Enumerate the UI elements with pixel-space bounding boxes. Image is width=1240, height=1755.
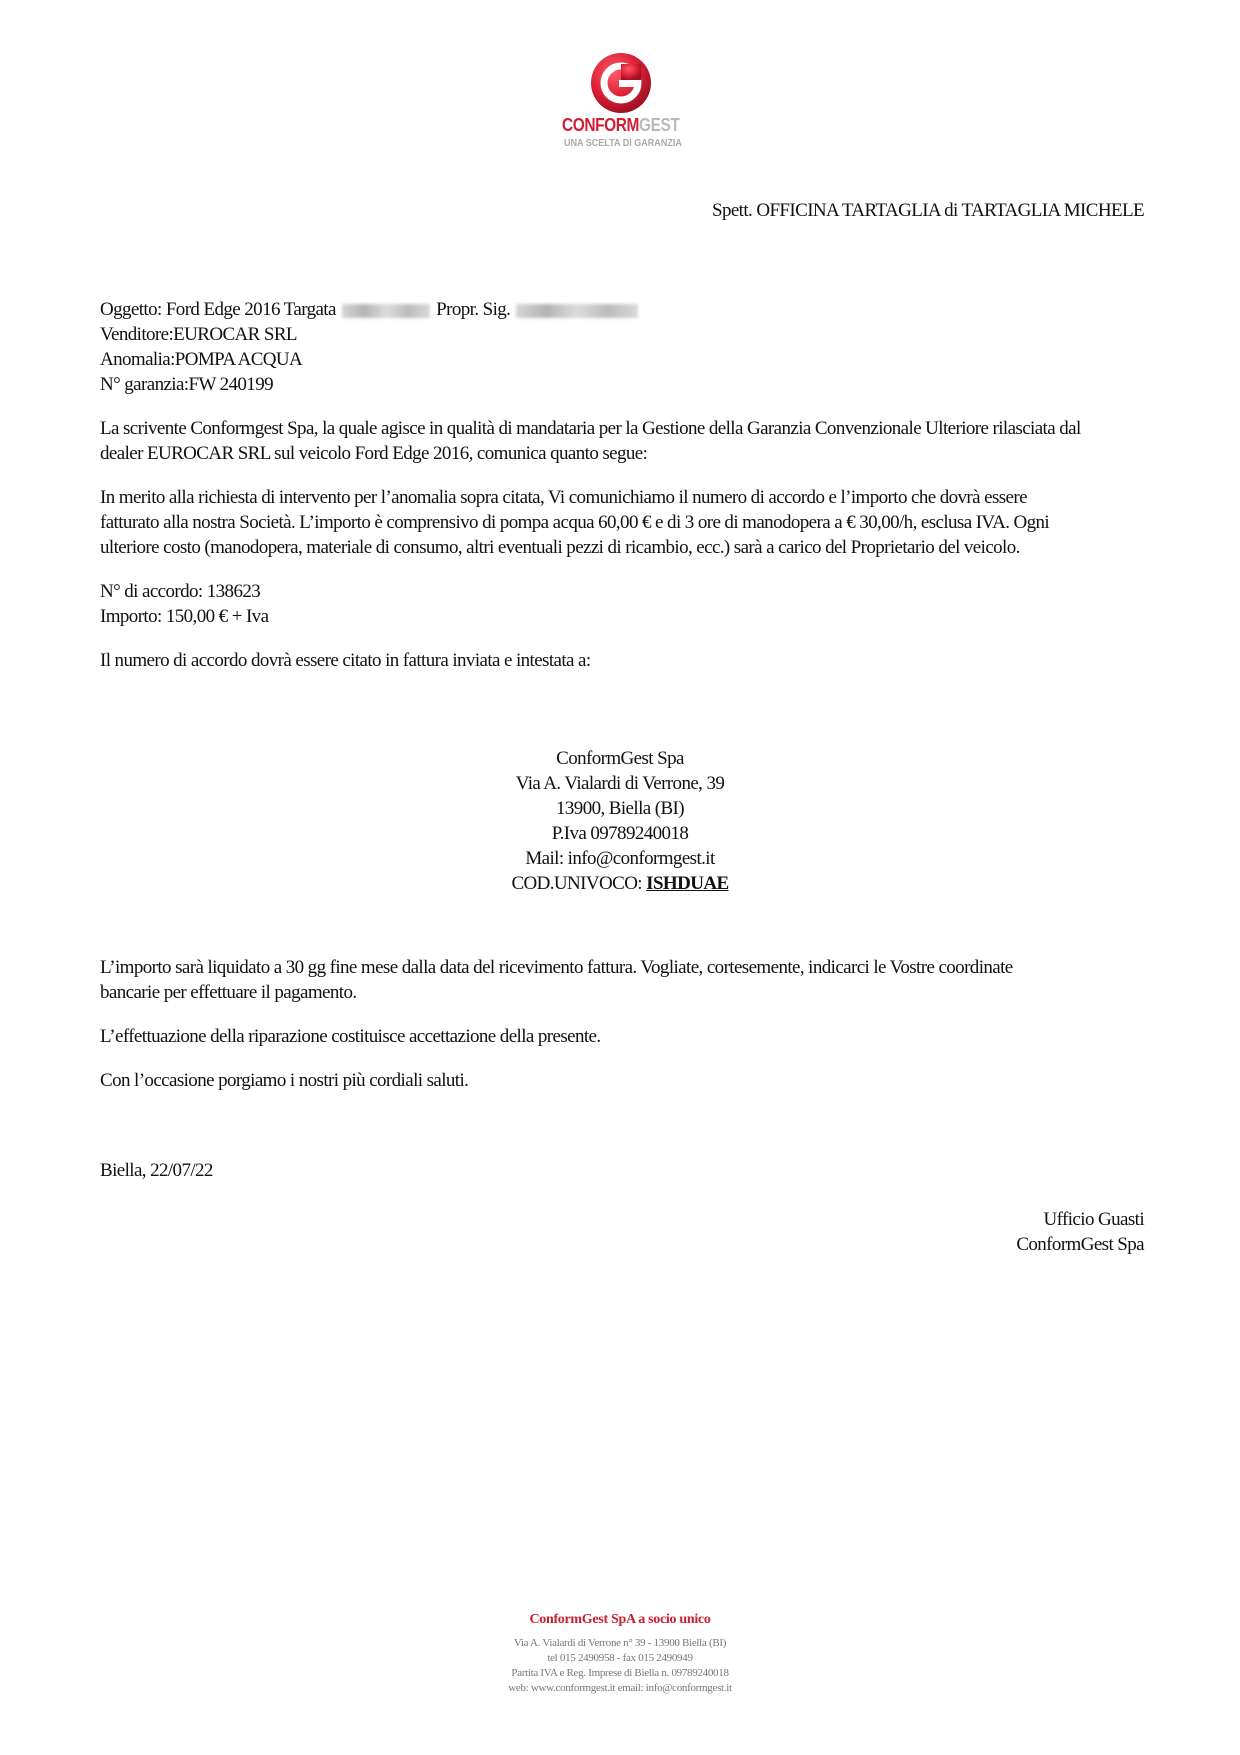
merit-line: In merito alla richiesta di intervento per l’anomalia sopra citata, Vi comunichiamo il numero di accordo e l’importo che dovrà essere [100, 487, 1027, 508]
subject-seller: Venditore:EUROCAR SRL [100, 324, 297, 345]
recipient: Spett. OFFICINA TARTAGLIA di TARTAGLIA MICHELE [711, 200, 1144, 221]
merit-paragraph [100, 485, 1146, 560]
merit-line: ulteriore costo (manodopera, materiale di consumo, altri eventuali pezzi di ricambio, ecc.) sarà a carico del Proprietario del veicolo. [100, 537, 1020, 558]
billing-address [420, 746, 820, 896]
footer-title: ConformGest SpA a socio unico [529, 1612, 711, 1627]
subject-warranty: N° garanzia:FW 240199 [100, 374, 273, 395]
address-vat: P.Iva 09789240018 [551, 823, 689, 844]
invoice-note-text: Il numero di accordo dovrà essere citato in fattura inviata e intestata a: [100, 650, 591, 671]
logo-wordmark [562, 115, 680, 135]
signature-office: Ufficio Guasti [1043, 1209, 1144, 1230]
footer-vat: Partita IVA e Reg. Imprese di Biella n. 09789240018 [511, 1667, 729, 1679]
subject-object: Oggetto: Ford Edge 2016 Targata [100, 299, 336, 320]
intro-line: La scrivente Conformgest Spa, la quale agisce in qualità di mandataria per la Gestione della Garanzia Convenzionale Ulteriore rilasciata dal [100, 418, 1081, 439]
conformgest-logo-icon [590, 52, 652, 114]
page-footer [420, 1612, 820, 1696]
footer-web: web: www.conformgest.it email: info@conformgest.it [508, 1682, 732, 1694]
footer-phone: tel 015 2490958 - fax 015 2490949 [547, 1652, 693, 1664]
address-street: Via A. Vialardi di Verrone, 39 [515, 773, 725, 794]
logo-tagline: UNA SCELTA DI GARANZIA [564, 137, 682, 149]
address-mail: Mail: info@conformgest.it [525, 848, 715, 869]
footer-address: Via A. Vialardi di Verrone n° 39 - 13900 Biella (BI) [513, 1637, 727, 1649]
signature-block [1016, 1207, 1144, 1257]
agreement-number: N° di accordo: 138623 [100, 581, 261, 602]
payment-paragraph [100, 955, 1146, 1005]
logo-name-gest: GEST [638, 115, 680, 135]
greetings-paragraph [100, 1068, 1146, 1093]
intro-line: dealer EUROCAR SRL sul veicolo Ford Edge 2016, comunica quanto segue: [100, 443, 648, 464]
invoice-note [100, 648, 1146, 673]
address-city: 13900, Biella (BI) [556, 798, 684, 819]
acceptance-text: L’effettuazione della riparazione costituisce accettazione della presente. [100, 1026, 601, 1047]
address-code [420, 871, 820, 896]
subject-anomaly: Anomalia:POMPA ACQUA [100, 349, 303, 370]
subject-block [100, 297, 1146, 397]
subject-line [100, 297, 1146, 322]
payment-line: L’importo sarà liquidato a 30 gg fine mese dalla data del ricevimento fattura. Vogliate, cortesemente, indicarci le Vostre coordinate [100, 957, 1013, 978]
letter-date: Biella, 22/07/22 [100, 1160, 213, 1181]
address-company: ConformGest Spa [556, 748, 684, 769]
subject-owner-label: Propr. Sig. [436, 299, 511, 320]
company-logo [562, 52, 682, 162]
intro-paragraph [100, 416, 1146, 466]
acceptance-paragraph [100, 1024, 1146, 1049]
merit-line: fatturato alla nostra Società. L’importo è comprensivo di pompa acqua 60,00 € e di 3 ore di manodopera a € 30,00/h, esclusa IVA. Ogni [100, 512, 1050, 533]
signature-company: ConformGest Spa [1016, 1234, 1144, 1255]
greetings-text: Con l’occasione porgiamo i nostri più cordiali saluti. [100, 1070, 469, 1091]
logo-name-conform: CONFORM [562, 115, 639, 135]
redacted-owner [516, 304, 638, 318]
agreement-amount: Importo: 150,00 € + Iva [100, 606, 269, 627]
address-code-value: ISHDUAE [646, 873, 729, 894]
letter-body [100, 297, 1146, 692]
redacted-plate [342, 304, 430, 318]
payment-line: bancarie per effettuare il pagamento. [100, 982, 357, 1003]
agreement-block [100, 579, 1146, 629]
address-code-label: COD.UNIVOCO: [511, 873, 642, 894]
closing-block [100, 955, 1146, 1112]
